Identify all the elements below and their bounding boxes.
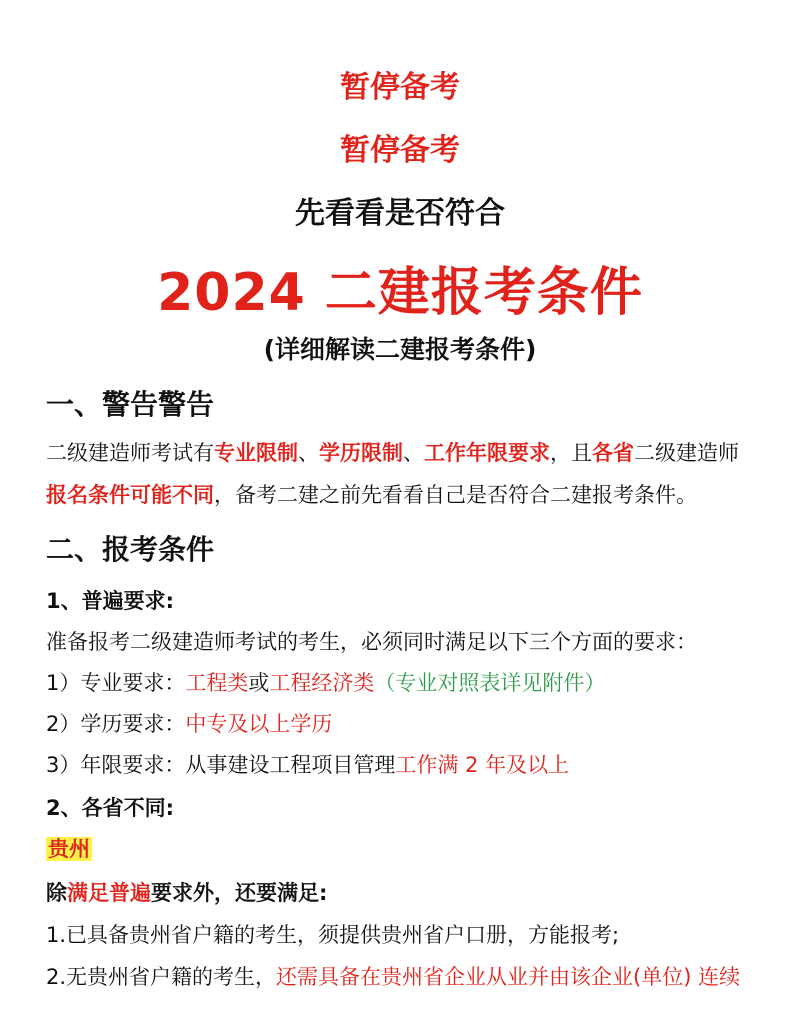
text: 、	[298, 441, 319, 465]
province-label	[46, 833, 92, 863]
highlight-text: 还需具备在贵州省企业从业并由该企业(单位) 连续	[276, 965, 741, 989]
text: 除	[46, 881, 67, 905]
text: 或	[248, 671, 270, 695]
header-line-3: 先看看是否符合	[295, 196, 505, 231]
condition-item-2	[46, 961, 740, 991]
note-text: （专业对照表详见附件）	[374, 671, 606, 695]
highlight-text: 学历限制	[319, 441, 403, 465]
text: 要求外，还要满足:	[151, 881, 328, 905]
subtitle: (详细解读二建报考条件)	[263, 335, 537, 364]
highlight-text: 专业限制	[214, 441, 298, 465]
text: 、	[403, 441, 424, 465]
section2-heading: 二、报考条件	[46, 533, 215, 566]
highlight-text: 报名条件可能不同	[46, 483, 214, 507]
requirement-education	[46, 708, 332, 738]
highlight-text: 工作年限要求	[424, 441, 550, 465]
section1-paragraph-line2	[46, 479, 697, 509]
sub-heading-general: 1、普遍要求:	[46, 589, 175, 613]
requirement-years	[46, 749, 569, 779]
requirement-major	[46, 667, 605, 697]
header-line-1: 暂停备考	[340, 70, 460, 105]
highlight-text: 工作满 2 年及以上	[395, 753, 570, 777]
sub-heading-province: 2、各省不同:	[46, 796, 175, 820]
highlight-text: 各省	[592, 441, 634, 465]
text: ，备考二建之前先看看自己是否符合二建报考条件。	[214, 483, 697, 507]
highlight-text: 中专及以上学历	[185, 712, 333, 736]
text: 3）年限要求：从事建设工程项目管理	[46, 753, 396, 777]
condition-item-1: 1.已具备贵州省户籍的考生，须提供贵州省户口册，方能报考;	[46, 923, 620, 947]
section1-paragraph-line1	[46, 437, 739, 467]
highlight-text: 满足普遍	[67, 881, 151, 905]
text: 2）学历要求：	[46, 712, 186, 736]
text: 二级建造师考试有	[46, 441, 214, 465]
text: 二级建造师	[634, 441, 739, 465]
header-line-2: 暂停备考	[340, 133, 460, 168]
highlight-text: 工程类	[185, 671, 249, 695]
requirements-intro: 准备报考二级建造师考试的考生，必须同时满足以下三个方面的要求：	[46, 630, 697, 654]
highlight-text: 工程经济类	[269, 671, 375, 695]
province-highlight: 贵州	[48, 837, 90, 861]
text: 2.无贵州省户籍的考生，	[46, 965, 277, 989]
section1-heading: 一、警告警告	[46, 388, 215, 421]
text: 1）专业要求：	[46, 671, 186, 695]
extra-conditions-intro	[46, 877, 327, 907]
main-title: 2024 二建报考条件	[157, 263, 643, 323]
text: ，且	[550, 441, 592, 465]
